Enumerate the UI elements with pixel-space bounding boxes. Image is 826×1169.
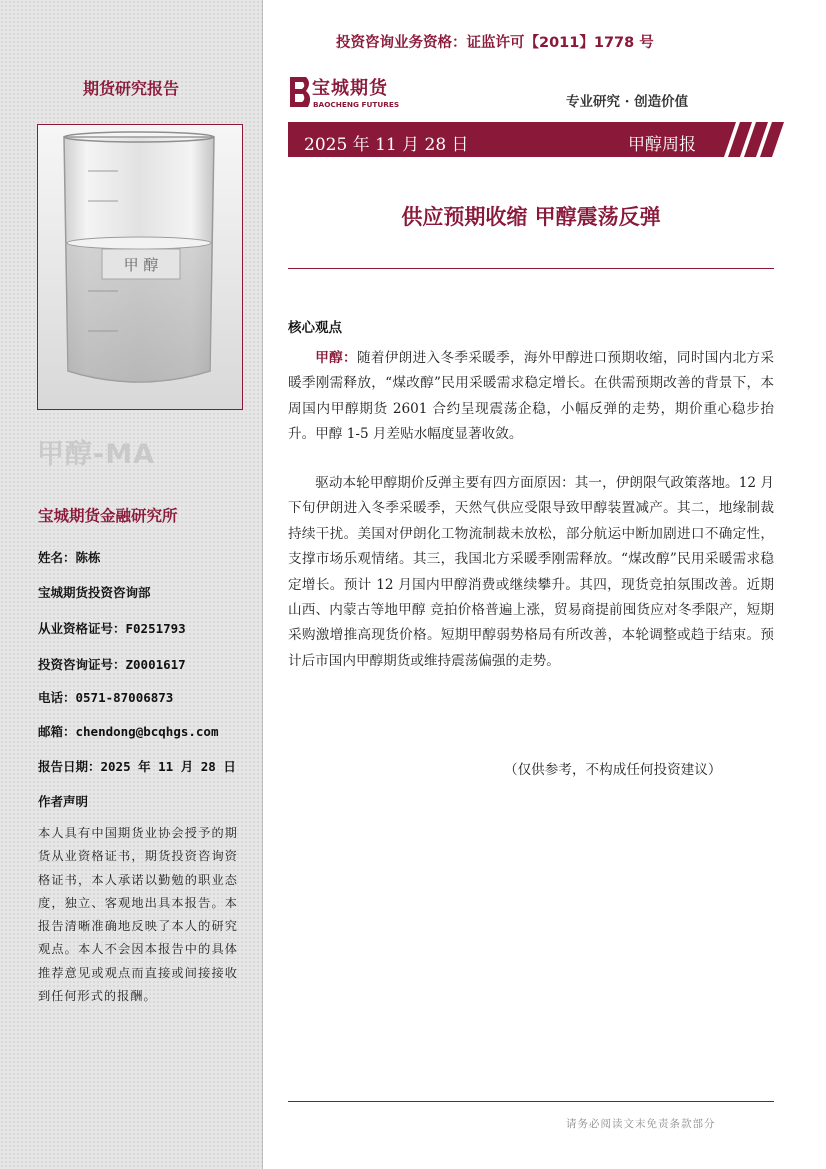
- section-title: 核心观点: [288, 320, 342, 336]
- footer-text: 请务必阅读文末免责条款部分: [566, 1118, 716, 1130]
- report-type-label: 期货研究报告: [82, 79, 179, 98]
- paragraph-1-text: 随着伊朗进入冬季采暖季，海外甲醇进口预期收缩，同时国内北方采暖季刚需释放，“煤改醇”民用采暖需求稳定增长。在供需预期改善的背景下，本周国内甲醇期货 2601 合约呈现震荡企稳，小幅反弹的走势，期价重心稳步抬升。甲醇 1-5 月差贴水幅度显著收敛。: [288, 350, 775, 443]
- report-date-banner: 2025 年 11 月 28 日: [304, 135, 469, 155]
- sidebar-divider: [262, 0, 263, 1169]
- beaker-label: 甲 醇: [123, 256, 159, 274]
- product-name: 甲醇-MA: [37, 439, 155, 470]
- email: 邮箱：chendong@bcqhgs.com: [38, 724, 219, 739]
- institute-name: 宝城期货金融研究所: [38, 507, 178, 525]
- paragraph-1-lead: 甲醇：: [315, 350, 357, 366]
- phone: 电话：0571-87006873: [38, 690, 174, 705]
- declaration-title: 作者声明: [38, 794, 89, 809]
- slogan: 专业研究 · 创造价值: [566, 94, 689, 110]
- headline: 供应预期收缩 甲醇震荡反弹: [401, 205, 661, 229]
- consulting-license: 投资咨询证号：Z0001617: [38, 657, 186, 672]
- investment-disclaimer-note: （仅供参考，不构成任何投资建议）: [504, 762, 722, 778]
- declaration-text: 本人具有中国期货业协会授予的期货从业资格证书，期货投资咨询资格证书，本人承诺以勤勉的职业态度，独立、客观地出具本报告。本报告清晰准确地反映了本人的研究观点。本人不会因本报告中的具体推荐意见或观点而直接或间接接收到任何形式的报酬。: [38, 826, 238, 1004]
- headline-rule: [288, 268, 774, 269]
- beaker-image: [58, 131, 220, 393]
- report-date: 报告日期：2025 年 11 月 28 日: [38, 759, 236, 774]
- qualification-text: 投资咨询业务资格：证监许可【2011】1778 号: [336, 35, 654, 51]
- methanol-beaker-photo: [37, 124, 243, 410]
- logo-text-en: BAOCHENG FUTURES: [313, 100, 400, 109]
- logo-text-cn: 宝城期货: [312, 78, 388, 99]
- paragraph-1: [288, 346, 774, 448]
- footer-rule: [288, 1101, 774, 1102]
- report-series-name: 甲醇周报: [628, 135, 696, 155]
- department: 宝城期货投资咨询部: [38, 585, 151, 600]
- analyst-name: 姓名：陈栋: [38, 550, 101, 565]
- paragraph-2: 驱动本轮甲醇期价反弹主要有四方面原因：其一，伊朗限气政策落地。12 月下旬伊朗进入冬季采暖季，天然气供应受限导致甲醇装置减产。其二，地缘制裁持续干扰。美国对伊朗化工物流制裁未放松，部分航运中断加剧进口不确定性，支撑市场乐观情绪。其三，我国北方采暖季刚需释放。“煤改醇”民用采暖需求稳定增长。预计 12 月国内甲醇消费或继续攀升。其四，现货竞拍氛围改善。近期山西、内蒙古等地甲醇 竞拍价格普遍上涨，贸易商提前囤货应对冬季限产，短期采购激增推高现货价格。短期甲醇弱势格局有所改善，本轮调整或趋于结束。预计后市国内甲醇期货或维持震荡偏强的走势。: [288, 475, 774, 669]
- practitioner-license: 从业资格证号：F0251793: [38, 621, 186, 636]
